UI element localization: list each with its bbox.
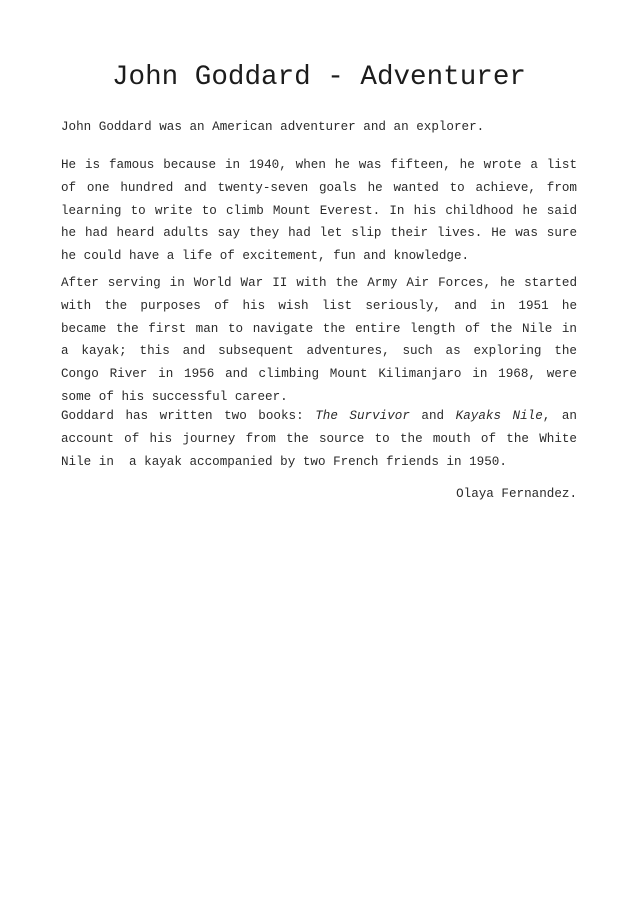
paragraph-line: He is famous because in 1940, when he was fifteen, he wrote a list bbox=[61, 158, 577, 172]
paragraph-line: became the first man to navigate the entire length of the Nile in bbox=[61, 321, 577, 336]
paragraph-line: a kayak; this and subsequent adventures, such as exploring the bbox=[61, 344, 577, 359]
paragraph-line: Congo River in 1956 and climbing Mount Kilimanjaro in 1968, were bbox=[61, 367, 577, 382]
books-intro-text: Goddard has written two books: bbox=[61, 409, 316, 423]
paragraph-line: of one hundred and twenty-seven goals he wanted to achieve, from bbox=[61, 180, 577, 195]
books-paragraph bbox=[61, 405, 577, 473]
goals-paragraph bbox=[61, 154, 577, 268]
paragraph-line: Nile in a kayak accompanied by two French friends in 1950. bbox=[61, 454, 507, 469]
paragraph-line: After serving in World War II with the Army Air Forces, he started bbox=[61, 276, 577, 290]
paragraph-line: account of his journey from the source to the mouth of the White bbox=[61, 431, 577, 446]
paragraph-line: learning to write to climb Mount Everest. In his childhood he said bbox=[61, 203, 577, 218]
intro-paragraph bbox=[61, 116, 577, 139]
paragraph-line: he had heard adults say they had let slip their lives. He was sure bbox=[61, 226, 577, 241]
paragraph-line bbox=[61, 405, 577, 428]
book-title: Kayaks Nile bbox=[455, 409, 543, 423]
paragraph-line: with the purposes of his wish list seriously, and in 1951 he bbox=[61, 298, 577, 313]
career-paragraph bbox=[61, 272, 577, 409]
paragraph-line: he could have a life of excitement, fun and knowledge. bbox=[61, 249, 470, 264]
book-title: The Survivor bbox=[315, 409, 410, 423]
document-title: John Goddard - Adventurer bbox=[112, 62, 526, 93]
books-line-end-text: , an bbox=[542, 409, 577, 423]
paragraph-line: some of his successful career. bbox=[61, 389, 288, 404]
paragraph-line: John Goddard was an American adventurer and an explorer. bbox=[61, 120, 485, 134]
author-signature: Olaya Fernandez. bbox=[456, 487, 577, 501]
conjunction-text: and bbox=[409, 409, 456, 423]
